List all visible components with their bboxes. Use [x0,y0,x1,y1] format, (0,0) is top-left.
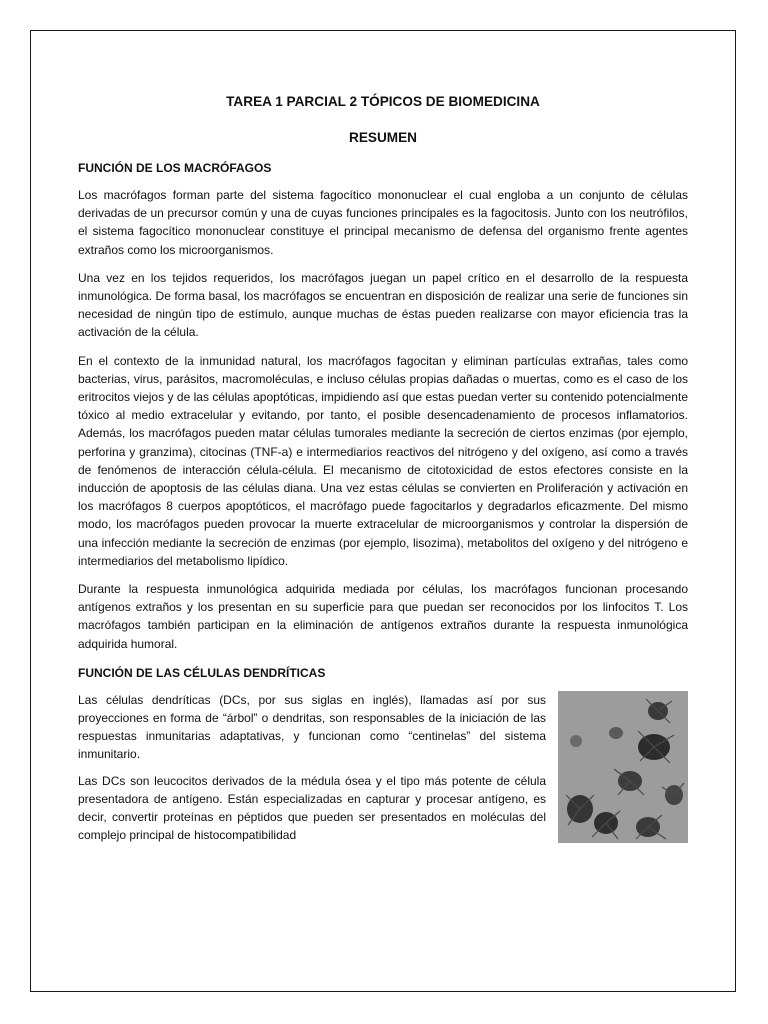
document-body [78,92,688,853]
document-title: TAREA 1 PARCIAL 2 TÓPICOS DE BIOMEDICINA [226,94,540,109]
document-subtitle: RESUMEN [349,130,417,145]
section-heading-macrophages: FUNCIÓN DE LOS MACRÓFAGOS [78,161,272,175]
section-heading-dendritic-cells: FUNCIÓN DE LAS CÉLULAS DENDRÍTICAS [78,665,326,680]
paragraph: En el contexto de la inmunidad natural, los macrófagos fagocitan y eliminan partículas extrañas, tales como bacterias, virus, parásitos, macromoléculas, e incluso células propias dañadas o muertas, como es el caso de los eritrocitos viejos y de las células apoptóticas, impidiendo así que estas puedan verter su contenido potencialmente tóxico al medio extracelular y evitando, por tanto, el posible desencadenamiento de procesos inflamatorios. Además, los macrófagos pueden matar células tumorales mediante la secreción de ciertos enzimas (por ejemplo, perforina y granzima), citocinas (TNF-a) e intermediarios reactivos del nitrógeno y del oxígeno, así como a través de fenómenos de interacción célula-célula. El mecanismo de citotoxicidad de estos efectores consiste en la inducción de apoptosis de las células diana. Una vez estas células se convierten en Proliferación y activación en los macrófagos 8 cuerpos apoptóticos, el macrófago puede fagocitarlos y degradarlos eficazmente. Del mismo modo, los macrófagos pueden provocar la muerte extracelular de microorganismos y controlar la dispersión de una infección mediante la secreción de enzimas (por ejemplo, lisozima), metabolitos del oxígeno y del nitrógeno e intermediarios del metabolismo lipídico. [78,353,688,568]
paragraph: Una vez en los tejidos requeridos, los macrófagos juegan un papel crítico en el desarrollo de la respuesta inmunológica. De forma basal, los macrófagos se encuentran en disposición de realizar una serie de funciones sin necesidad de ningún tipo de estímulo, aunque muchas de éstas pueden realizarse con mayor eficiencia tras la activación de la célula. [78,270,688,340]
paragraph: Durante la respuesta inmunológica adquirida mediada por células, los macrófagos funcionan procesando antígenos extraños y los presentan en su superficie para que puedan ser reconocidos por los linfocitos T. Los macrófagos también participan en la eliminación de antígenos extraños durante la respuesta inmunológica adquirida humoral. [78,582,688,651]
paragraph: Los macrófagos forman parte del sistema fagocítico mononuclear el cual engloba a un conjunto de células derivadas de un precursor común y una de cuyas funciones principales es la fagocitosis. Junto con los neutrófilos, el sistema fagocítico mononuclear constituye el principal mecanismo de defensa del organismo frente agentes extraños como los microorganismos. [78,188,688,257]
paragraph: Las células dendríticas (DCs, por sus siglas en inglés), llamadas así por sus proyecciones en forma de “árbol” o dendritas, son responsables de la iniciación de las respuestas inmunitarias adaptativas, y funcionan como “centinelas” del sistema inmunitario. [78,692,546,762]
paragraph: Las DCs son leucocitos derivados de la médula ósea y el tipo más potente de célula presentadora de antígeno. Están especializadas en capturar y procesar antígeno, es decir, convertir proteínas en péptidos que pueden ser presentados en moléculas del complejo principal de histocompatibilidad [78,773,546,843]
dendritic-section-content [78,691,688,845]
dendritic-cells-micrograph [558,691,688,843]
